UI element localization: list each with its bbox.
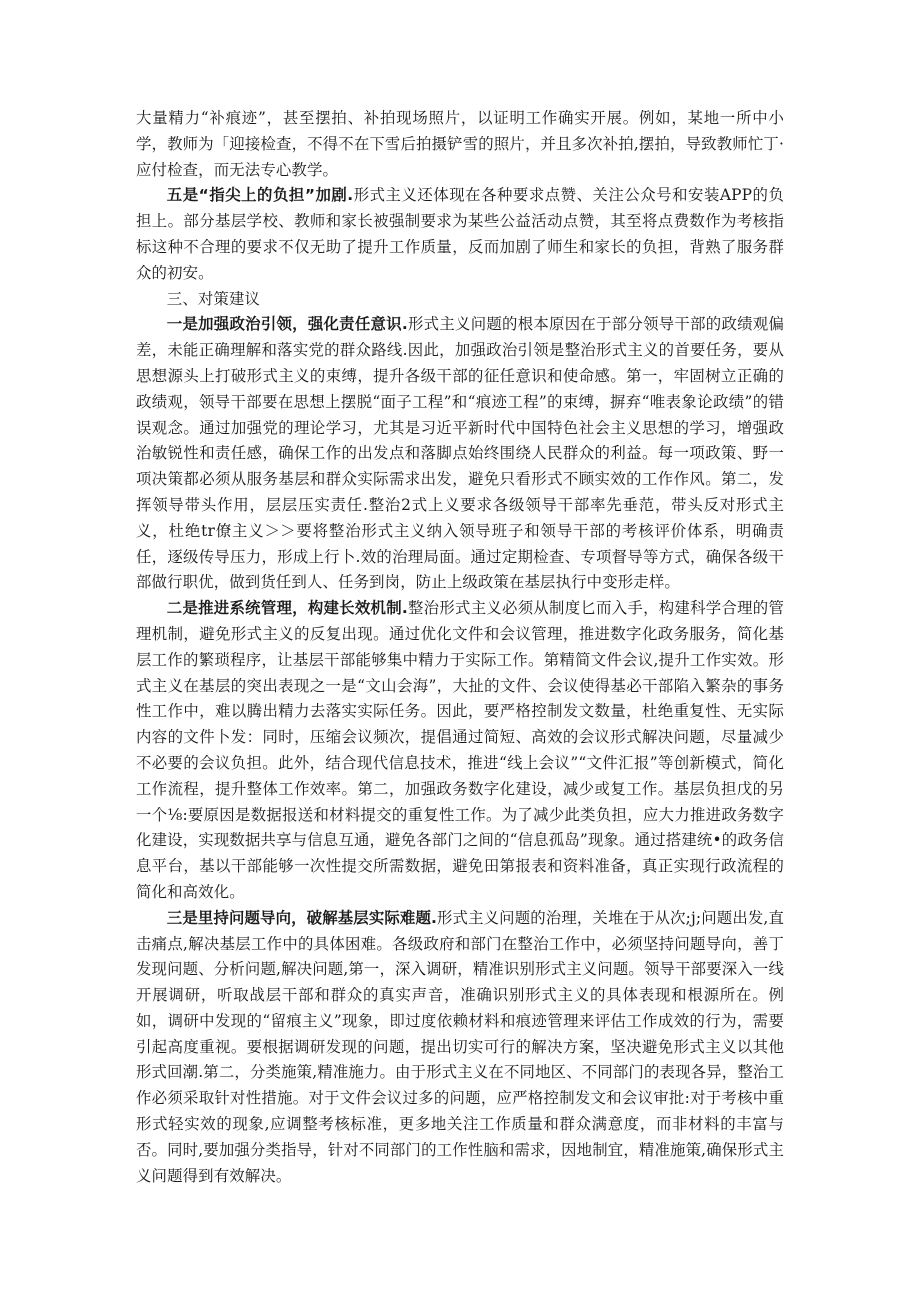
paragraph-text: 整治形式主义必须从制度匕而入手，构建科学合理的管理机制，避免形式主义的反复出现。通过优化文件和会议管理，推进数字化政务服务，简化基层工作的繁琐程序，让基层干部能够集中精力于实际工作。第精简文件会议,提升工作实效。形式主义在基层的突出表现之一是“文山会海”，大扯的文件、会议使得基必干部陷入繁杂的事务性工作中，难以腾出精力去落实实际任务。因此，要严格控制发文数量，杜绝重复性、无实际内容的文件卜发：同时，压缩会议频次，提倡通过简短、高效的会议形式解决问题，尽量减少不必要的会议负担。此外，结合现代信息技术，推进“线上会议”“文件汇报”等创新模式，简化工作流程，提升整体工作效率。第二，加强政务数字化建设，减少或复工作。基层负担戊的另一个⅛:要原因是数据报送和材料提交的重复性工作。为了减少此类负担，应大力推进政务数字化建设，实现数据共享与信息互通，避免各部门之间的“信息孤岛”现象。通过搭建统•的政务信息平台，基以干部能够一次性提交所需数据，避免田第报表和资料准备，真正实现行政流程的简化和高效化。: [136, 599, 784, 901]
paragraph-point-five: [136, 183, 784, 286]
paragraph-text: 形式主义问题的治理，关堆在于从次;j;问题出发,直击痛点,解决基层工作中的具体困难。各级政府和部门在整治工作中，必须坚持问题导向，善丁发现问题、分析问题,解决问题,第一，深入调研，精准识别形式主义问题。领导干部要深入一线开展调研，听取战层干部和群众的真实声音，准确识别形式主义的具体表现和根源所在。例如，调研中发现的“留痕主义”现象，即过度依赖材料和痕迹管理来评估工作成效的行为，需要引起高度重视。要根据调研发现的问题，提出切实可行的解决方案，坚决避免形式主义以其他形式回潮.第二，分类施策,精准施力。由于形式主义在不同地区、不同部门的表现各异，整治工作必须采取针对性措施。对于文件会议过多的问题，应严格控制发文和会议审批:对于考核中重形式轻实效的现象,应调整考核标准，更多地关注工作质量和群众满意度，而非材料的丰富与否。同时,要加强分类指导，针对不同部门的工作性脑和需求，因地制宜，精准施策,确保形式主义问题得到有效解决。: [136, 908, 784, 1185]
paragraph-lead: 一是加强政治引领，强化责任意识.: [166, 315, 408, 334]
paragraph-continuation: [136, 106, 784, 183]
paragraph-suggestion-three: [136, 906, 784, 1190]
paragraph-lead: 三是里持问题导向，破解基层实际难题.: [166, 908, 437, 927]
paragraph-suggestion-one: [136, 312, 784, 596]
paragraph-text: 大量精力“补痕迹”，甚至摆拍、补拍现场照片，以证明工作确实开展。例如，某地一所中小学，教师为「迎接检查，不得不在下雪后拍摄铲雪的照片，并且多次补拍,摆拍，导致教师忙丁·应付检查，而无法专心教学。: [136, 109, 784, 179]
section-heading: 三、对策建议: [166, 289, 261, 308]
paragraph-text: 形式主义还体现在各种要求点赞、关注公众号和安装APP的负担上。部分基层学校、教师和家长被强制要求为某些公益活动点赞，其至将点费数作为考核指标这种不合理的要求不仅无助了提升工作质量，反而加剧了师生和家长的负担，背熟了服务群众的初安。: [136, 186, 785, 282]
paragraph-lead: 二是推进系统管理，构建长效机制.: [166, 599, 408, 618]
document-page: [136, 106, 784, 1189]
paragraph-suggestion-two: [136, 596, 784, 906]
paragraph-lead: 五是“指尖上的负担”加剧.: [166, 186, 354, 205]
paragraph-text: 形式主义问题的根本原因在于部分领导干部的政绩观偏差，未能正确理解和落实党的群众路线.因此，加强政治引领是整治形式主义的首要任务，要从思想源头上打破形式主义的束缚，提升各级干部的征任意识和使命感。第一，牢固树立正确的政绩观，领导干部要在思想上摆脱“面子工程”和“痕迹工程”的束缚，摒弃“唯表象论政绩”的错误观念。通过加强党的理论学习，尤其是习近平新时代中国特色社会主义思想的学习，增强政治敏锐性和责任感，确保工作的出发点和落脚点始终围绕人民群众的利益。每一项政策、野一项决策都必须从服务基层和群众实际需求出发，避免只看形式不顾实效的工作作风。第二，发挥领导带头作用，层层压实责任.整治2式上义要求各级领导干部率先垂范，带头反对形式主义，杜绝tr僚主义＞＞要将整治形式主义纳入领导班子和领导干部的考核评价体系，明确责任，逐级传导压力，形成上行卜.效的治理局面。通过定期检查、专项督导等方式，确保各级干部做行职优，做到货任到人、任务到岗，防止上级政策在基层执行中变形走样。: [136, 315, 784, 592]
